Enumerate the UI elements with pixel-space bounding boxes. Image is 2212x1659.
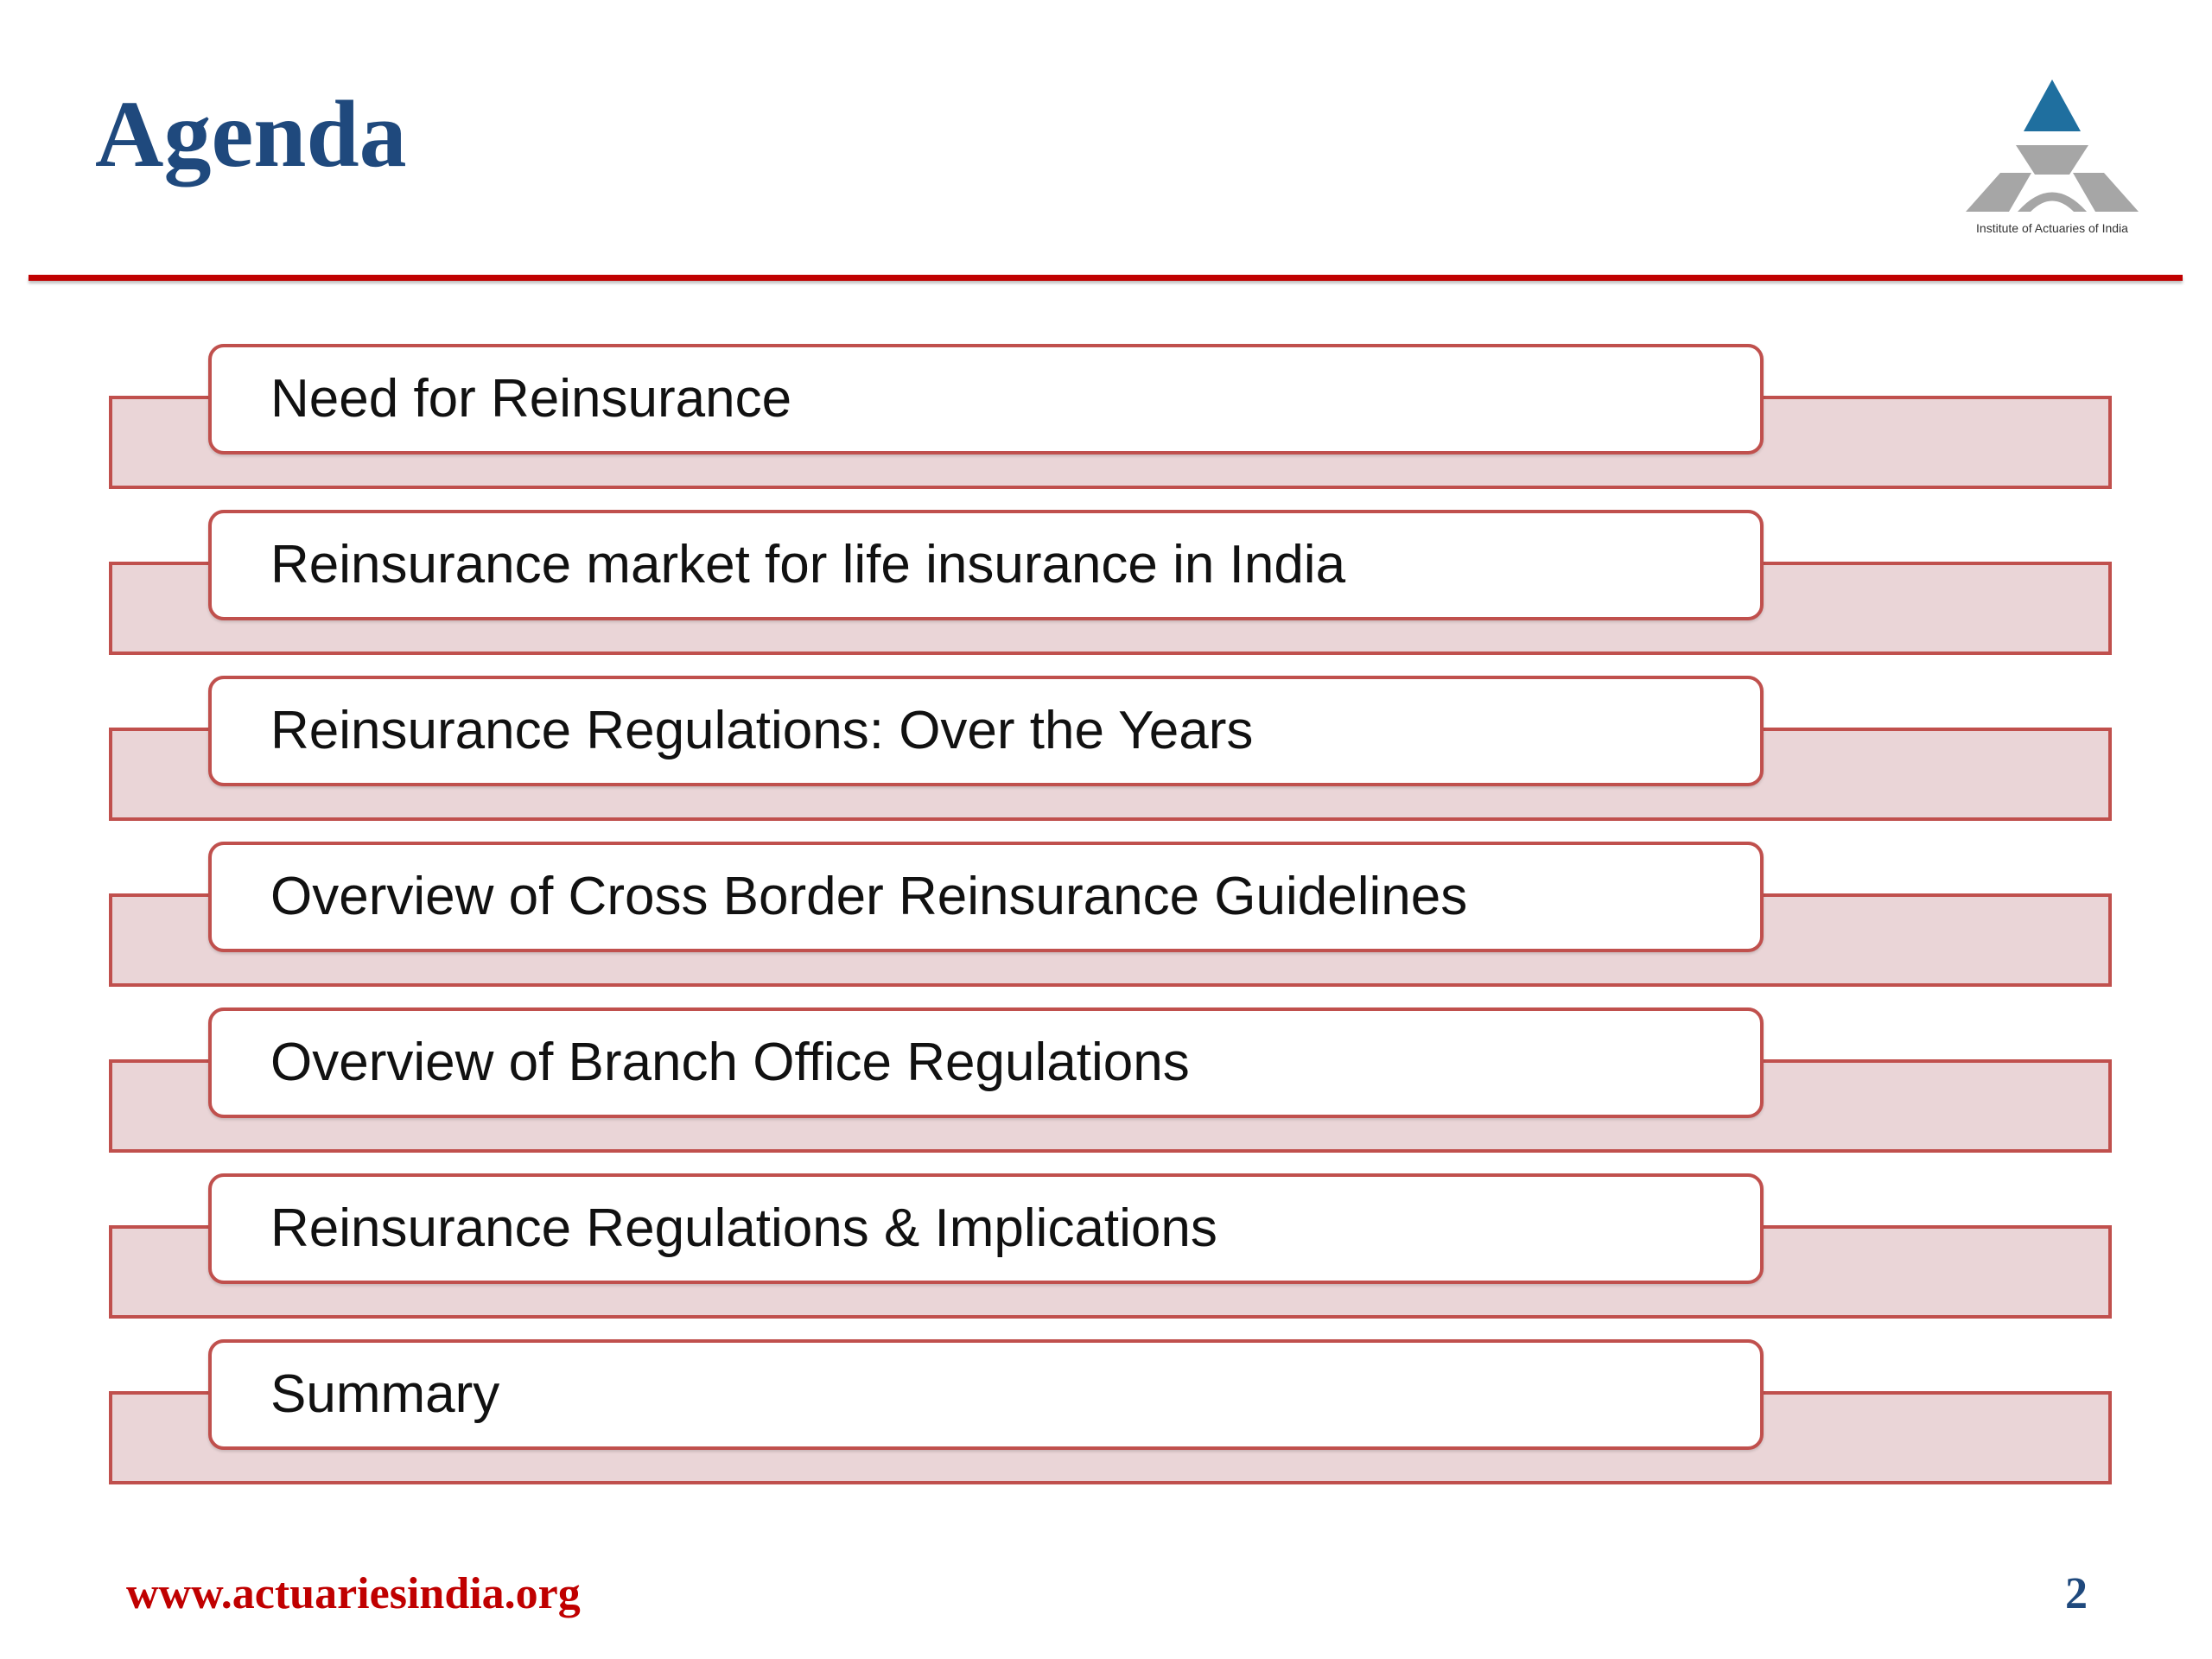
agenda-item-box bbox=[208, 1007, 1764, 1118]
agenda-item-3 bbox=[0, 676, 2212, 827]
agenda-item-6 bbox=[0, 1173, 2212, 1325]
agenda-item-label: Reinsurance Regulations: Over the Years bbox=[270, 701, 1254, 760]
agenda-item-box bbox=[208, 676, 1764, 786]
agenda-item-label: Overview of Cross Border Reinsurance Guidelines bbox=[270, 867, 1468, 926]
logo-caption: Institute of Actuaries of India bbox=[1976, 221, 2128, 235]
agenda-item-label: Reinsurance market for life insurance in India bbox=[270, 535, 1346, 594]
agenda-item-label: Reinsurance Regulations & Implications bbox=[270, 1198, 1217, 1258]
agenda-item-4 bbox=[0, 842, 2212, 993]
page-number: 2 bbox=[2065, 1569, 2088, 1618]
footer-website-link[interactable]: www.actuariesindia.org bbox=[126, 1569, 581, 1618]
agenda-item-box bbox=[208, 344, 1764, 454]
agenda-item-box bbox=[208, 842, 1764, 952]
agenda-item-box bbox=[208, 510, 1764, 620]
agenda-item-1 bbox=[0, 344, 2212, 495]
slide-title: Agenda bbox=[95, 81, 407, 187]
agenda-item-5 bbox=[0, 1007, 2212, 1159]
agenda-item-label: Need for Reinsurance bbox=[270, 369, 792, 429]
agenda-item-2 bbox=[0, 510, 2212, 661]
agenda-item-box bbox=[208, 1173, 1764, 1284]
agenda-item-label: Summary bbox=[270, 1364, 500, 1424]
agenda-item-box bbox=[208, 1339, 1764, 1450]
agenda-item-label: Overview of Branch Office Regulations bbox=[270, 1033, 1190, 1092]
agenda-item-7 bbox=[0, 1339, 2212, 1491]
